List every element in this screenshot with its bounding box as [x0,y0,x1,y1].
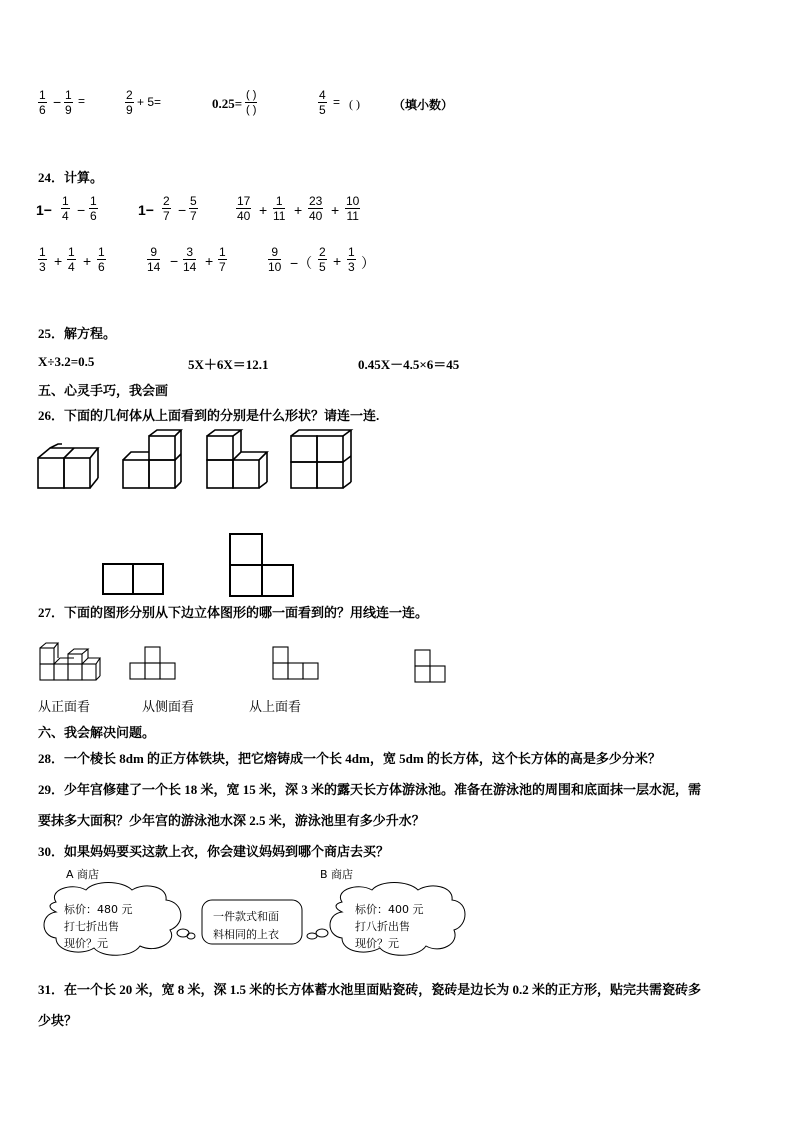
fraction: $\frac{23}{40}$ [309,194,323,223]
fraction: $\frac{10}{11}$ [346,194,360,223]
question-26-title: 26．下面的几何体从上面看到的分别是什么形状？请连一连. [38,408,380,423]
fraction: $\frac{5}{7}$ [190,194,197,223]
cube-figure-3 [205,428,269,490]
fraction: $\frac{2}{7}$ [163,194,170,223]
view-shape-3 [414,648,448,684]
label-front-view: 从正面看 [38,699,91,714]
view-shape-1 [129,645,177,681]
fraction: $\frac{2}{9}$ [126,88,133,117]
fraction: $\frac{9}{10}$ [268,245,282,274]
fraction: $\frac{1}{6}$ [90,194,97,223]
fraction: $\frac{4}{5}$ [319,88,326,117]
store-b-price: 标价：400 元 [355,903,424,916]
question-27-title: 27．下面的图形分别从下边立体图形的哪一面看到的？用线连一连。 [38,605,429,620]
top-view-two-squares [102,563,164,595]
question-25-title: 25．解方程。 [38,326,117,341]
fraction: $\frac{1}{4}$ [68,245,75,274]
store-a-discount: 打七折出售 [64,920,119,933]
section-five-heading: 五、心灵手巧，我会画 [38,383,169,398]
question-29-line-1: 29．少年宫修建了一个长 18 米，宽 15 米，深 3 米的露天长方体游泳池。准备在游泳池的周围和底面抹一层水泥，需 [38,782,702,797]
fraction: $\frac{1}{9}$ [65,88,72,117]
fraction: $\frac{1}{7}$ [219,245,226,274]
store-b-name: B 商店 [320,868,354,881]
equation-1: X÷3.2=0.5 [38,354,95,369]
fraction: $\frac{1}{6}$ [98,245,105,274]
fraction: $\frac{1}{6}$ [39,88,46,117]
cube-figure-4 [289,428,353,490]
question-30-title: 30．如果妈妈要买这款上衣，你会建议妈妈到哪个商店去买？ [38,844,390,859]
view-shape-2 [272,645,320,681]
equation-3: 0.45X－4.5×6＝45 [358,357,460,372]
store-a-name: A 商店 [66,868,100,881]
center-text-line-1: 一件款式和面 [213,910,279,923]
cube-figure-2 [121,428,183,490]
top-view-l-shape [229,533,295,597]
store-a-current-price: 现价？元 [64,937,108,950]
center-text-line-2: 料相同的上衣 [213,928,279,941]
fraction: $\frac{17}{40}$ [237,194,251,223]
store-a-price: 标价：480 元 [64,903,133,916]
cube-figure-1 [36,428,104,490]
fraction: $\frac{1}{4}$ [62,194,69,223]
fraction: $\frac{2}{5}$ [319,245,326,274]
section-six-heading: 六、我会解决问题。 [38,725,156,740]
equation-2: 5X＋6X＝12.1 [188,357,269,372]
question-29-line-2: 要抹多大面积？少年宫的游泳池水深 2.5 米，游泳池里有多少升水？ [38,813,425,828]
fraction: $\frac{1}{11}$ [273,194,286,223]
question-24-title: 24．计算。 [38,170,104,185]
solid-figure [38,636,102,684]
store-b-discount: 打八折出售 [355,920,410,933]
question-31-line-1: 31．在一个长 20 米，宽 8 米，深 1.5 米的长方体蓄水池里面贴瓷砖，瓷砖是边长为 0.2 米的正方形，贴完共需瓷砖多 [38,982,702,997]
label-top-view: 从上面看 [249,699,302,714]
store-b-current-price: 现价？元 [355,937,399,950]
question-28: 28．一个棱长 8dm 的正方体铁块，把它熔铸成一个长 4dm，宽 5dm 的长方体，这个长方体的高是多少分米？ [38,751,661,766]
fraction: $\frac{3}{14}$ [183,245,197,274]
fraction: $\frac{9}{14}$ [147,245,161,274]
fraction: $\frac{1}{3}$ [39,245,46,274]
label-side-view: 从侧面看 [142,699,195,714]
fraction: $\frac{1}{3}$ [348,245,355,274]
question-31-line-2: 少块？ [38,1013,78,1028]
fraction: ( ) ( ) [246,89,257,116]
